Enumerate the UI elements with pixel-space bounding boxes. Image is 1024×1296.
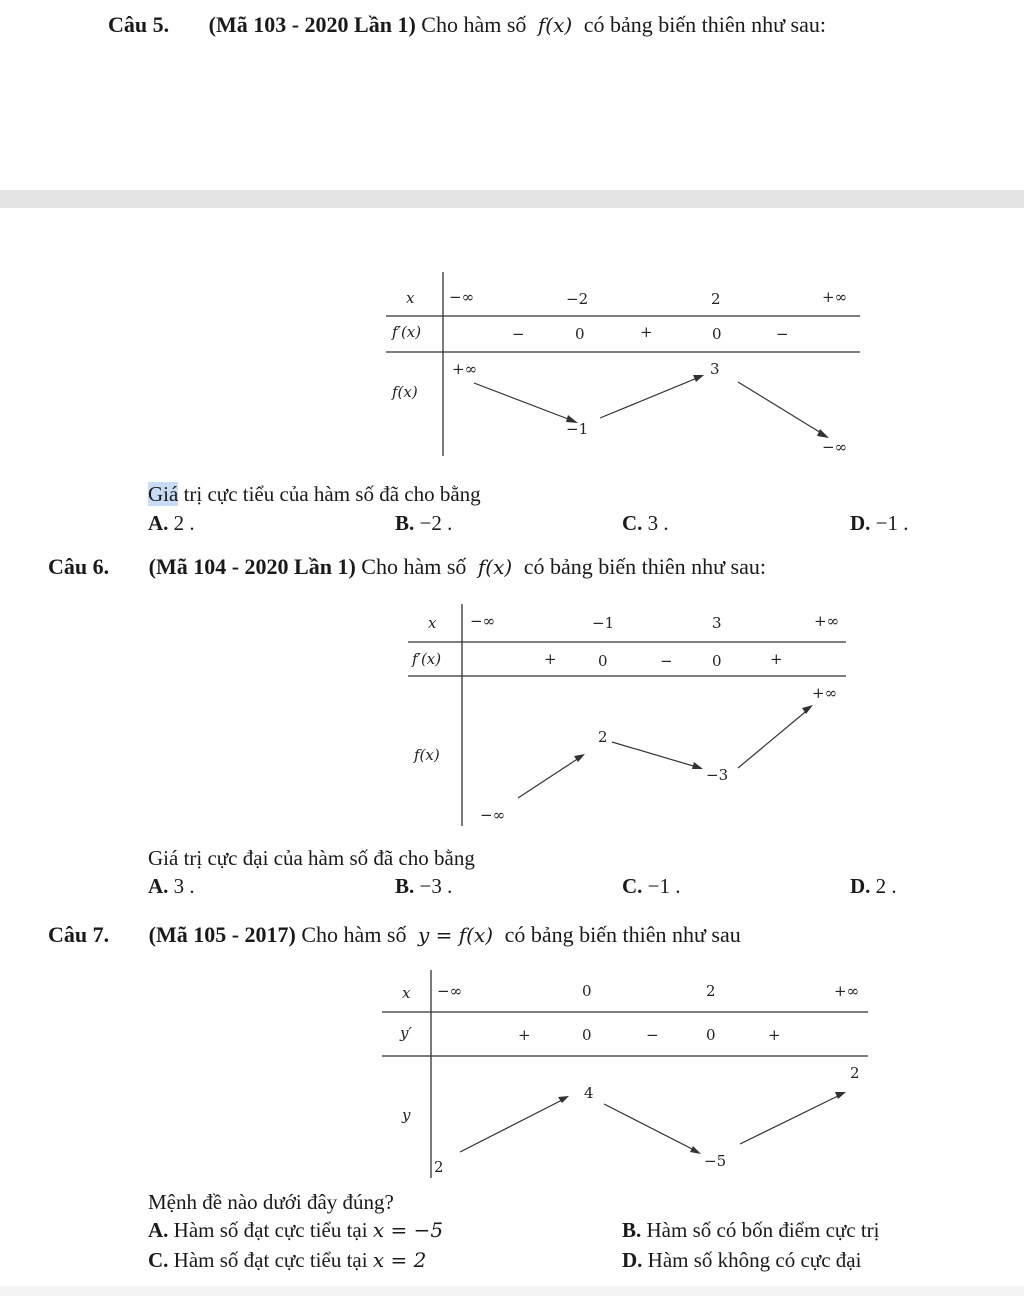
q7-option-c[interactable]: C. Hàm số đạt cực tiểu tại x = 2 (148, 1248, 427, 1272)
q6-f-label: f(x) (414, 746, 440, 764)
q7-sign: 0 (706, 1026, 716, 1044)
q5-f-value: −∞ (822, 438, 848, 456)
q6-option-a[interactable]: A. 3 . (148, 874, 195, 898)
q6-option-d[interactable]: D. 2 . (850, 874, 897, 898)
q5-option-a[interactable]: A. 2 . (148, 511, 195, 535)
q5-func: f(x) (537, 13, 573, 37)
q6-x-value: +∞ (814, 612, 840, 630)
q5-sign: − (512, 325, 525, 343)
q6-option-c[interactable]: C. −1 . (622, 874, 681, 898)
q7-text-post: có bảng biến thiên như sau (504, 922, 741, 947)
q7-text-pre: Cho hàm số (301, 922, 407, 947)
q7-option-a[interactable]: A. Hàm số đạt cực tiểu tại x = −5 (148, 1218, 444, 1242)
q5-option-c[interactable]: C. 3 . (622, 511, 669, 535)
q6-f-value: 2 (598, 728, 608, 746)
q7-sign: 0 (582, 1026, 592, 1044)
q7-y-value: 2 (850, 1064, 860, 1082)
q6-source: (Mã 104 - 2020 Lần 1) (148, 554, 356, 579)
q7-y-value: 4 (584, 1084, 594, 1102)
q6-x-value: −1 (592, 614, 615, 632)
q7-x-value: 2 (706, 982, 716, 1000)
q7-sign: + (768, 1026, 781, 1044)
q5-sign: + (640, 323, 653, 341)
q5-prompt-highlight: Giá (148, 482, 179, 506)
q7-y-label: y (402, 1106, 411, 1124)
q7-x-value: −∞ (437, 982, 463, 1000)
q7-func: y = f(x) (418, 923, 494, 947)
q5-text-pre: Cho hàm số (421, 12, 527, 37)
q6-text-post: có bảng biến thiên như sau: (523, 554, 766, 579)
q6-f-value: +∞ (812, 684, 838, 702)
q6-sign: + (770, 650, 783, 668)
q5-text-post: có bảng biến thiên như sau: (583, 12, 826, 37)
q5-sign: − (776, 325, 789, 343)
q6-x-value: −∞ (470, 612, 496, 630)
q5-option-d[interactable]: D. −1 . (850, 511, 909, 535)
q7-y-value: −5 (704, 1152, 727, 1170)
q5-x-value: +∞ (822, 288, 848, 306)
q7-yprime-label: y′ (400, 1024, 412, 1042)
q5-f-label: f(x) (392, 383, 418, 401)
q7-y-value: 2 (434, 1158, 444, 1176)
q6-label: Câu 6. (48, 554, 110, 579)
q6-sign: + (544, 650, 557, 668)
q7-option-b[interactable]: B. Hàm số có bốn điểm cực trị (622, 1218, 880, 1242)
q5-source: (Mã 103 - 2020 Lần 1) (208, 12, 416, 37)
q7-x-label: x (402, 984, 411, 1002)
q6-f-value: −3 (706, 766, 729, 784)
q5-f-value: +∞ (452, 360, 478, 378)
q6-sign: 0 (598, 652, 608, 670)
q6-sign: 0 (712, 652, 722, 670)
q6-option-b[interactable]: B. −3 . (395, 874, 453, 898)
q6-f-value: −∞ (480, 806, 506, 824)
q6-func: f(x) (477, 555, 513, 579)
q5-f-value: 3 (710, 360, 720, 378)
q5-x-value: 2 (711, 290, 721, 308)
q5-sign: 0 (575, 325, 585, 343)
q7-source: (Mã 105 - 2017) (148, 922, 296, 947)
q5-f-value: −1 (566, 420, 589, 438)
q5-x-value: −2 (566, 290, 589, 308)
q6-prompt: Giá trị cực đại của hàm số đã cho bằng (148, 846, 475, 870)
q5-x-label: x (406, 289, 415, 307)
q5-sign: 0 (712, 325, 722, 343)
q7-label: Câu 7. (48, 922, 110, 947)
q7-sign: + (518, 1026, 531, 1044)
q5-option-b[interactable]: B. −2 . (395, 511, 453, 535)
q7-prompt: Mệnh đề nào dưới đây đúng? (148, 1190, 394, 1214)
q6-fprime-label: f′(x) (412, 650, 442, 668)
q7-x-value: 0 (582, 982, 592, 1000)
q6-x-value: 3 (712, 614, 722, 632)
q6-x-label: x (428, 614, 437, 632)
q6-text-pre: Cho hàm số (361, 554, 467, 579)
q5-x-value: −∞ (449, 288, 475, 306)
q7-option-d[interactable]: D. Hàm số không có cực đại (622, 1248, 862, 1272)
q7-x-value: +∞ (834, 982, 860, 1000)
q5-label: Câu 5. (108, 12, 170, 37)
q5-fprime-label: f′(x) (392, 323, 422, 341)
q5-prompt-rest: trị cực tiểu của hàm số đã cho bằng (178, 482, 481, 506)
q7-sign: − (646, 1026, 659, 1044)
q6-sign: − (660, 652, 673, 670)
page-bottom-edge (0, 1286, 1024, 1296)
